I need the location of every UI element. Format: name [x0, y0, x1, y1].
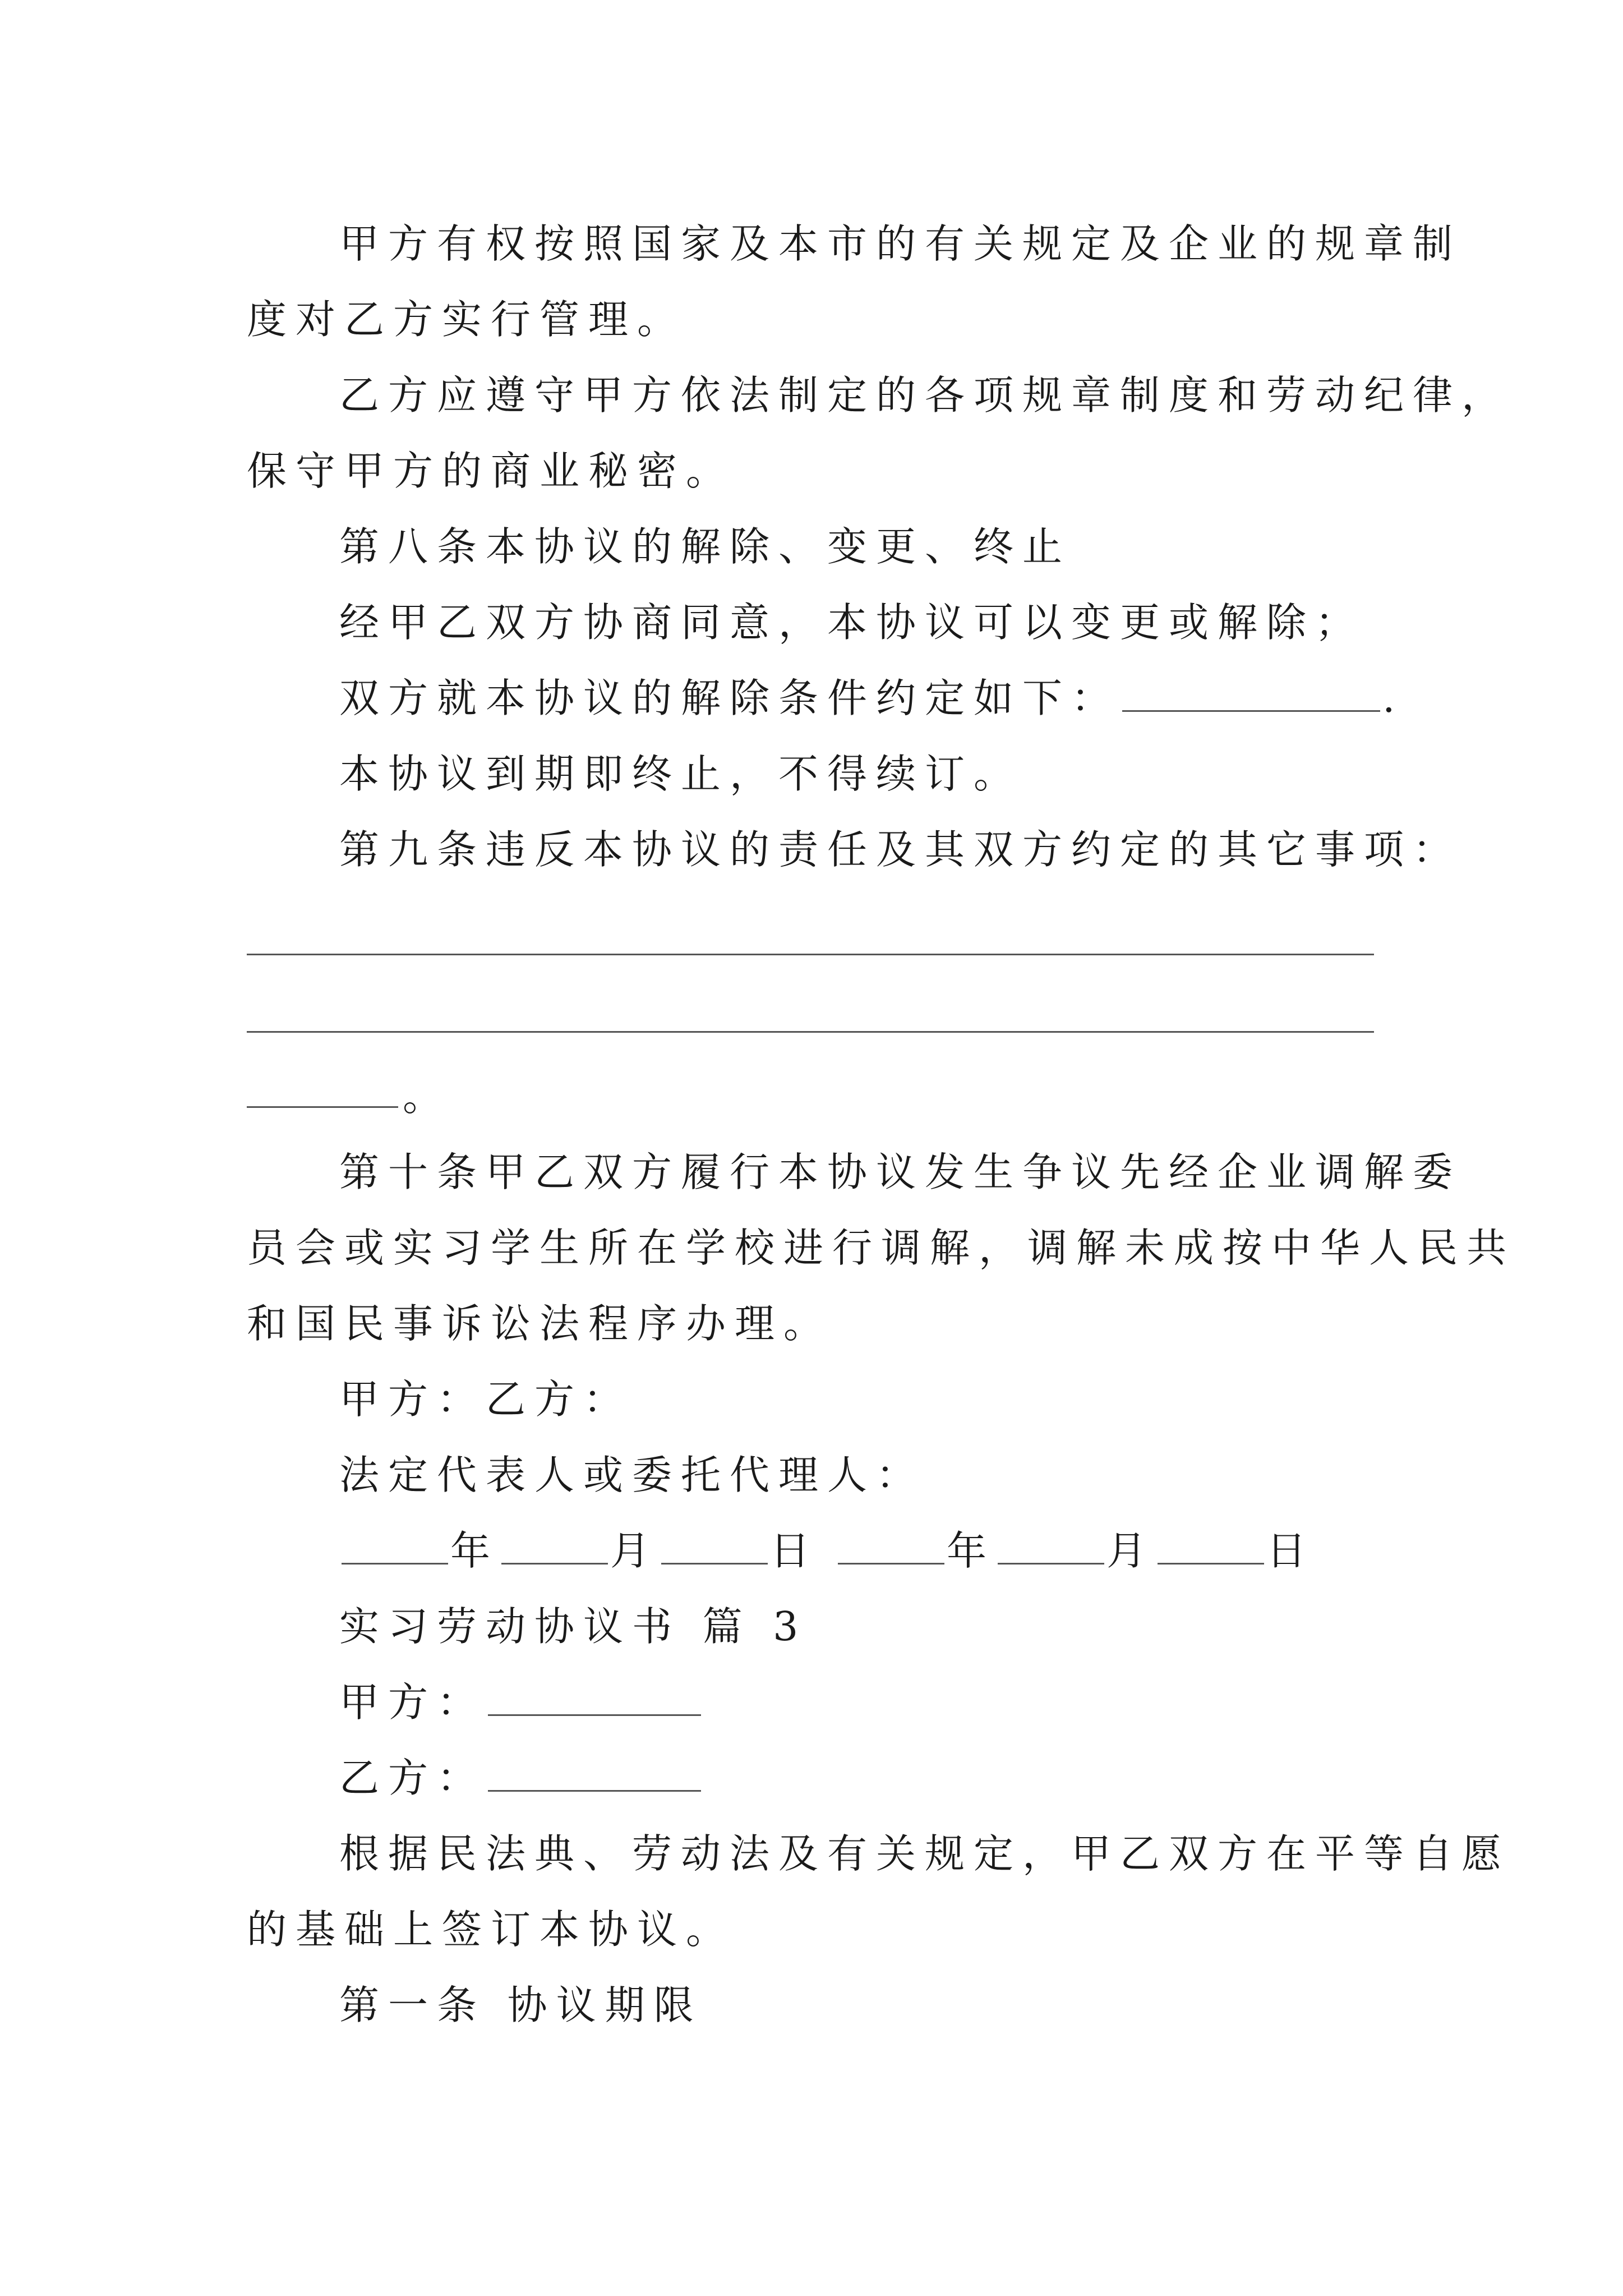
- fill-blank: [661, 1524, 768, 1565]
- fill-blank: [501, 1524, 608, 1565]
- article-heading: 第一条 协议期限: [339, 1982, 703, 2028]
- date-year: 年: [450, 1527, 500, 1574]
- party-a-label: 甲方：: [339, 1679, 486, 1726]
- signature-parties: 甲方：乙方：: [339, 1376, 633, 1423]
- signature-dates: [339, 1523, 1315, 1579]
- paragraph-line: 乙方应遵守甲方依法制定的各项规章制度和劳动纪律，: [339, 372, 1511, 418]
- fill-blank: [838, 1524, 944, 1565]
- party-b-line: [339, 1750, 703, 1806]
- paragraph-line: 经甲乙双方协商同意，本协议可以变更或解除；: [339, 599, 1364, 646]
- paragraph-line: 和国民事诉讼法程序办理。: [247, 1300, 833, 1347]
- termination-label: 双方就本协议的解除条件约定如下：: [339, 675, 1121, 721]
- fill-blank: [488, 1675, 701, 1716]
- fill-line: [247, 1031, 1374, 1033]
- party-a-line: [339, 1674, 703, 1731]
- fill-blank: [998, 1524, 1104, 1565]
- fill-blank: [488, 1751, 701, 1792]
- fill-line: [247, 954, 1374, 955]
- article-heading: 第九条违反本协议的责任及其双方约定的其它事项：: [339, 826, 1462, 873]
- date-day: 日: [770, 1527, 819, 1574]
- paragraph-line: 度对乙方实行管理。: [247, 296, 686, 343]
- date-year: 年: [947, 1527, 996, 1574]
- date-month: 月: [1106, 1527, 1156, 1574]
- article-heading: 第十条甲乙双方履行本协议发生争议先经企业调解委: [339, 1149, 1462, 1195]
- paragraph-line: 员会或实习学生所在学校进行调解，调解未成按中华人民共: [247, 1225, 1516, 1271]
- paragraph-line: [339, 670, 1404, 726]
- paragraph-line: 甲方有权按照国家及本市的有关规定及企业的规章制: [339, 220, 1462, 267]
- party-b-label: 乙方：: [339, 1755, 486, 1801]
- paragraph-line: 根据民法典、劳动法及有关规定，甲乙双方在平等自愿: [339, 1830, 1511, 1877]
- fill-line: [247, 1106, 398, 1108]
- paragraph-line: 的基础上签订本协议。: [247, 1906, 735, 1953]
- section-title: 实习劳动协议书 篇 3: [339, 1603, 808, 1650]
- fill-blank: [1122, 671, 1380, 712]
- date-day: 日: [1266, 1527, 1316, 1574]
- fill-blank: [1158, 1524, 1264, 1565]
- fill-blank: [342, 1524, 448, 1565]
- paragraph-line: 保守甲方的商业秘密。: [247, 448, 735, 494]
- period-mark: .: [1382, 675, 1404, 721]
- signature-representative: 法定代表人或委托代理人：: [339, 1452, 925, 1498]
- paragraph-line: 本协议到期即终止，不得续订。: [339, 751, 1023, 797]
- date-month: 月: [610, 1527, 660, 1574]
- period-mark: 。: [403, 1073, 452, 1120]
- article-heading: 第八条本协议的解除、变更、终止: [339, 523, 1072, 570]
